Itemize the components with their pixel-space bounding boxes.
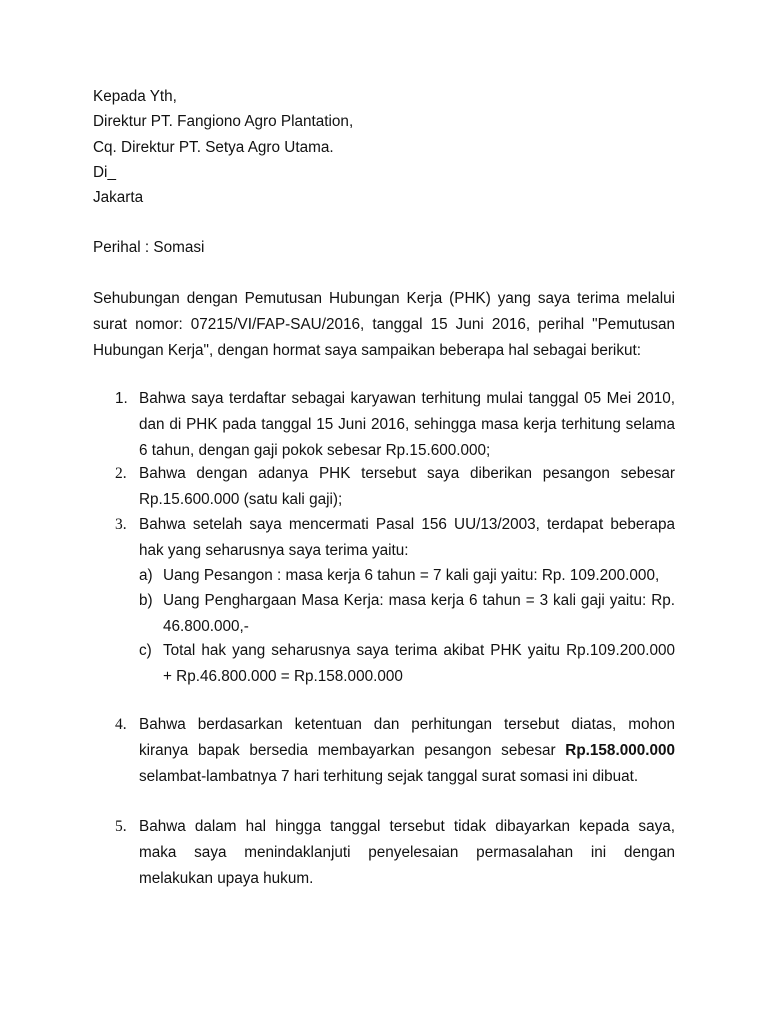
list-item-line: melakukan upaya hukum. [139, 870, 314, 887]
pesangon-amount: Rp.158.000.000 [565, 742, 675, 759]
intro-line-1: Sehubungan dengan Pemutusan Hubungan Kerja (PHK) yang saya terima melalui [93, 290, 675, 307]
sub-item-line: + Rp.46.800.000 = Rp.158.000.000 [163, 668, 403, 685]
sub-item-line: Uang Pesangon : masa kerja 6 tahun = 7 kali gaji yaitu: Rp. 109.200.000, [163, 567, 660, 584]
sub-item-label: a) [139, 567, 153, 584]
list-item-line: selambat-lambatnya 7 hari terhitung sejak tanggal surat somasi ini dibuat. [139, 768, 639, 785]
list-item-line: maka saya menindaklanjuti penyelesaian permasalahan ini dengan [139, 844, 675, 861]
list-item-line: 6 tahun, dengan gaji pokok sebesar Rp.15.600.000; [139, 442, 491, 459]
list-item-line: Rp.15.600.000 (satu kali gaji); [139, 491, 343, 508]
list-item-line [139, 738, 675, 764]
list-item-line: Bahwa saya terdaftar sebagai karyawan terhitung mulai tanggal 05 Mei 2010, [139, 390, 675, 407]
address-line-director: Direktur PT. Fangiono Agro Plantation, [93, 113, 354, 130]
list-item-number: 3. [115, 516, 127, 533]
list-item-line: dan di PHK pada tanggal 15 Juni 2016, sehingga masa kerja terhitung selama [139, 416, 675, 433]
list-item-number: 4. [115, 716, 127, 733]
list-item-number: 1. [115, 390, 128, 407]
address-line-di: Di_ [93, 164, 116, 181]
list-item-text [139, 814, 675, 892]
address-line-salutation: Kepada Yth, [93, 88, 177, 105]
list-item-text [139, 712, 675, 790]
sub-item-line: 46.800.000,- [163, 618, 249, 635]
list-item-line: hak yang seharusnya saya terima yaitu: [139, 542, 409, 559]
intro-line-3: Hubungan Kerja", dengan hormat saya sampaikan beberapa hal sebagai berikut: [93, 342, 641, 359]
sub-item-line: Total hak yang seharusnya saya terima akibat PHK yaitu Rp.109.200.000 [163, 642, 675, 659]
list-item-text [139, 386, 675, 464]
sub-item-line: Uang Penghargaan Masa Kerja: masa kerja 6 tahun = 3 kali gaji yaitu: Rp. [163, 592, 675, 609]
list-item-number: 2. [115, 465, 127, 482]
list-item-line: Bahwa berdasarkan ketentuan dan perhitungan tersebut diatas, mohon [139, 716, 675, 733]
list-item-line: Bahwa dalam hal hingga tanggal tersebut tidak dibayarkan kepada saya, [139, 818, 675, 835]
sub-item-label: c) [139, 642, 152, 659]
sub-item-b [163, 588, 675, 640]
intro-paragraph [93, 286, 675, 364]
sub-item-label: b) [139, 592, 153, 609]
sub-item-c [163, 638, 675, 690]
list-item-line: Bahwa setelah saya mencermati Pasal 156 UU/13/2003, terdapat beberapa [139, 516, 675, 533]
list-item-line: Bahwa dengan adanya PHK tersebut saya diberikan pesangon sebesar [139, 465, 675, 482]
list-item-segment: kiranya bapak bersedia membayarkan pesangon sebesar [139, 742, 556, 759]
sub-item-a [163, 563, 675, 589]
address-line-cq: Cq. Direktur PT. Setya Agro Utama. [93, 139, 334, 156]
intro-line-2: surat nomor: 07215/VI/FAP-SAU/2016, tanggal 15 Juni 2016, perihal "Pemutusan [93, 316, 675, 333]
list-item-number: 5. [115, 818, 127, 835]
address-line-city: Jakarta [93, 189, 144, 206]
list-item-text [139, 461, 675, 513]
subject-line: Perihal : Somasi [93, 239, 205, 256]
list-item-text [139, 512, 675, 564]
